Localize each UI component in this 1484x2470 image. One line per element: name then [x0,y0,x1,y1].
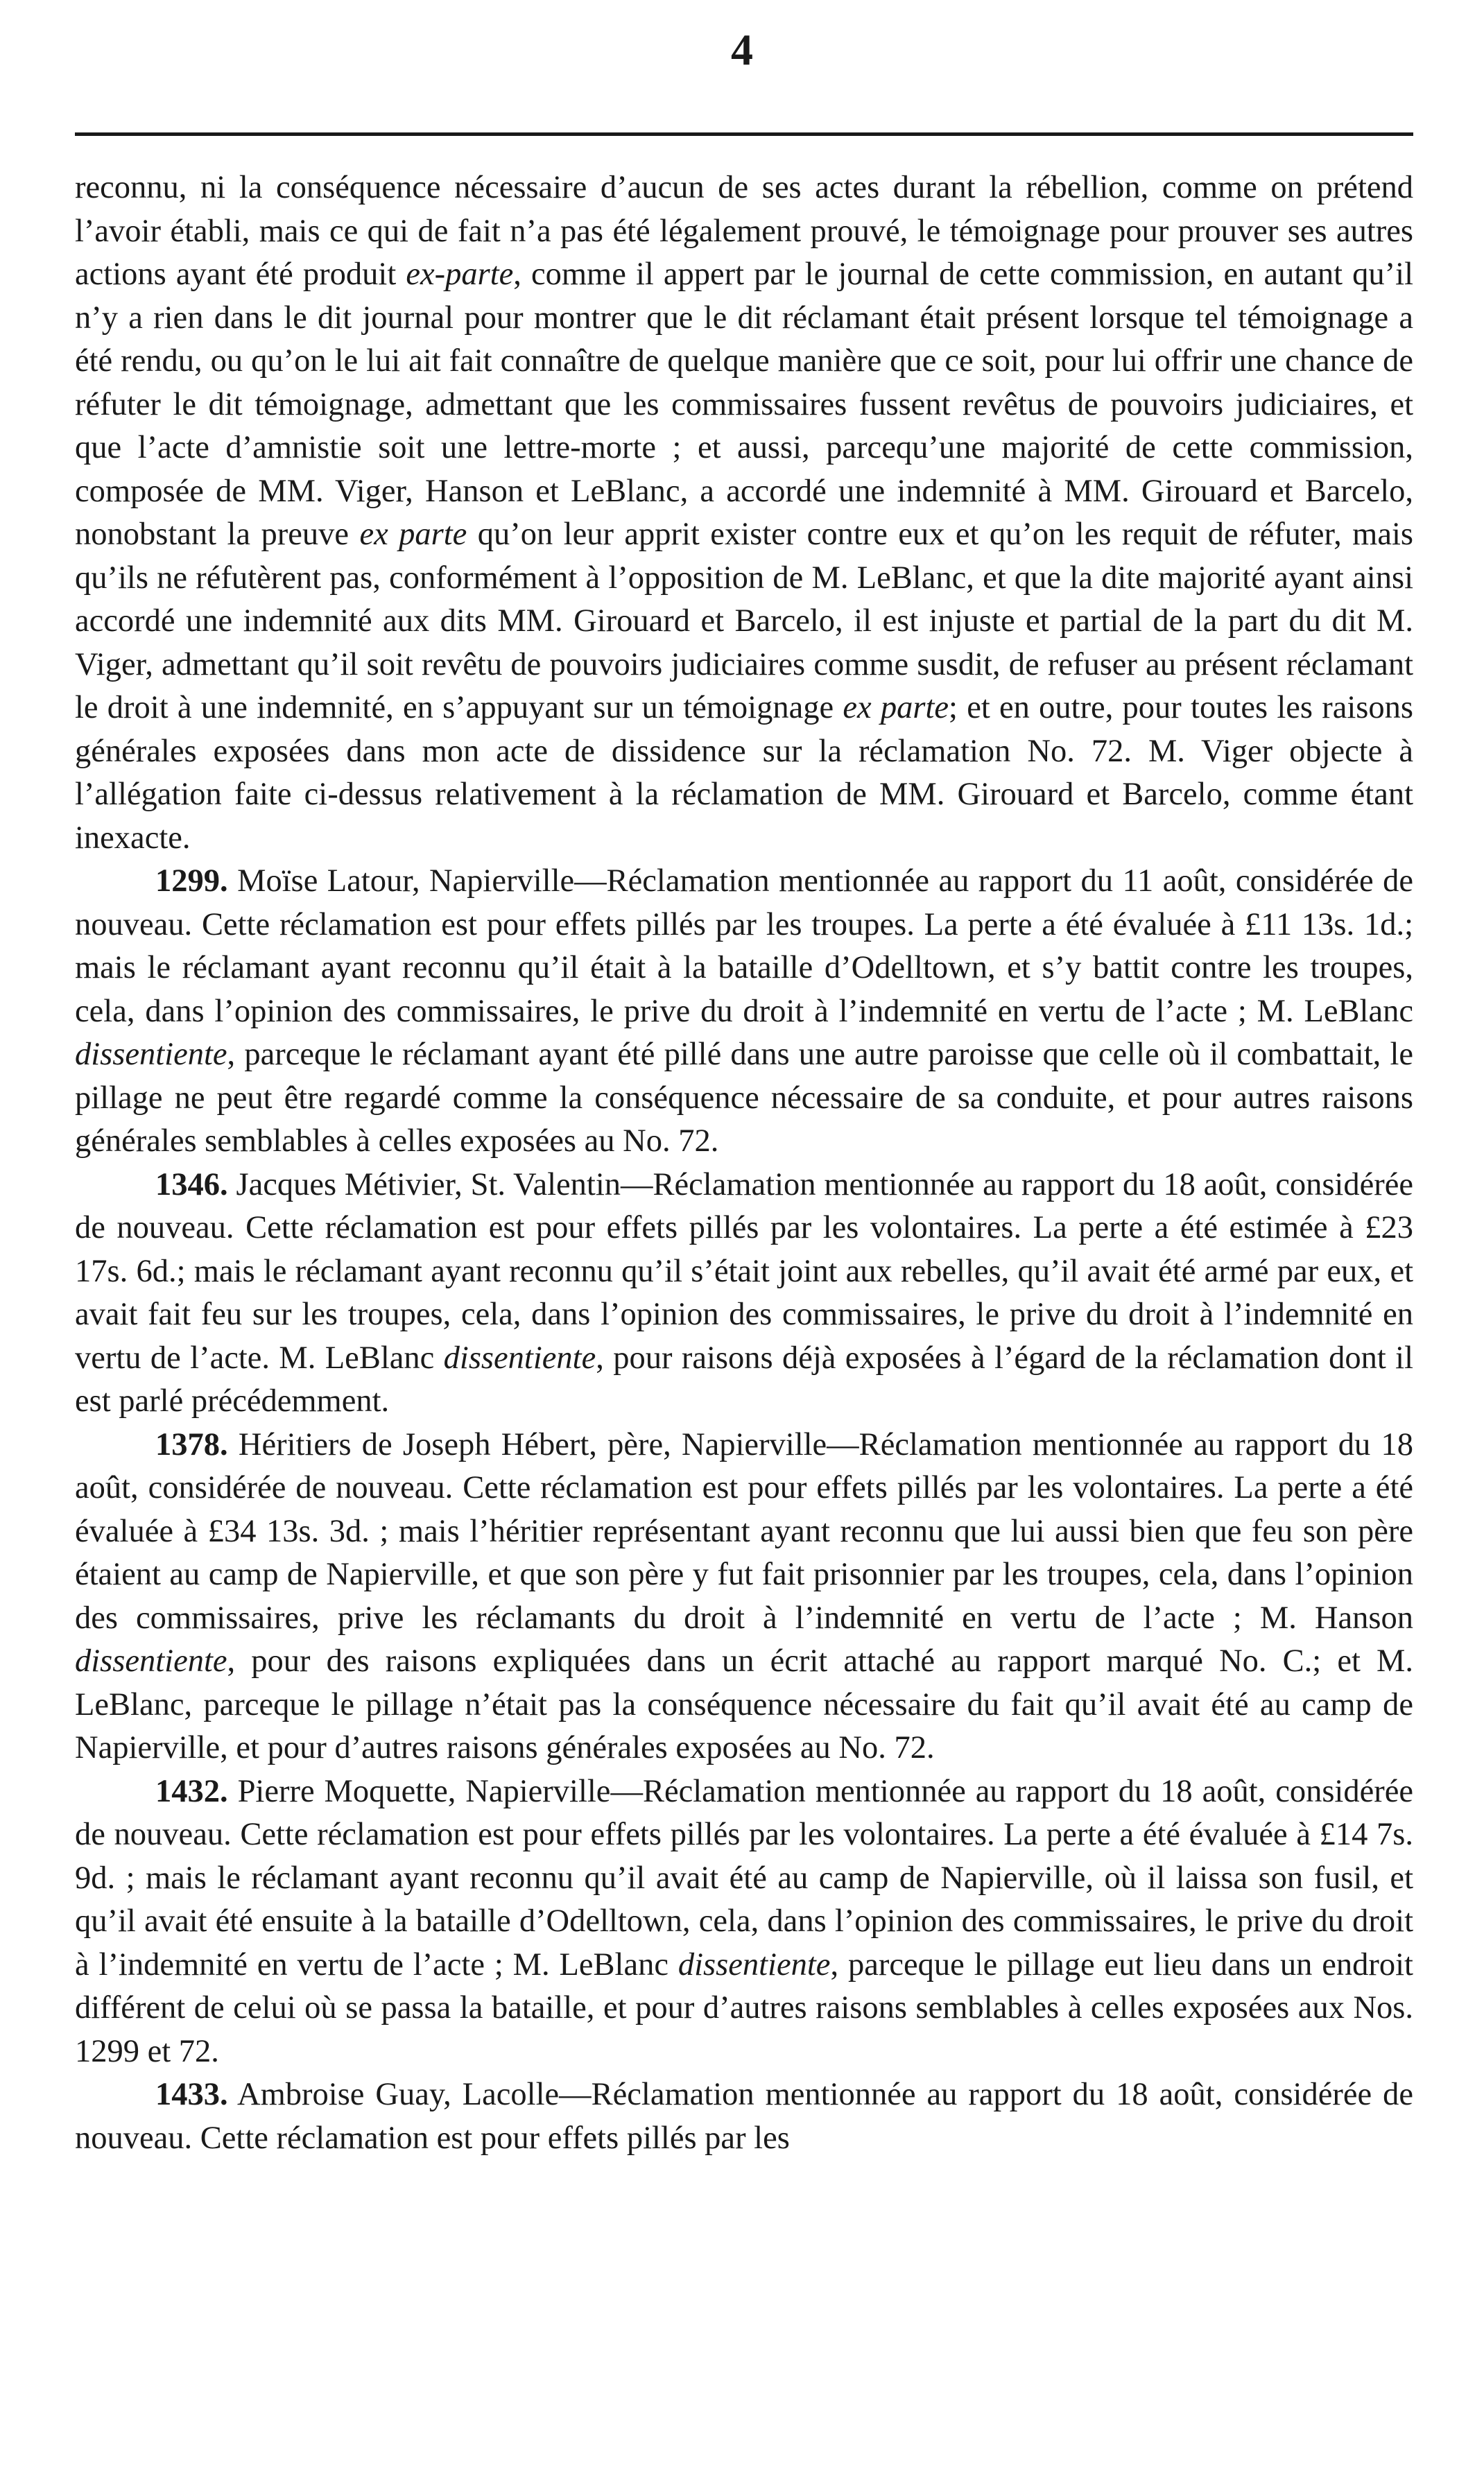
claim-entry-1346: 1346. Jacques Métivier, St. Valentin—Réclamation mentionnée au rapport du 18 août, considérée de nouveau. Cette réclamation est pour effets pillés par les volontaires. La perte a été estimée à £23 17s. 6d.; mais le réclamant ayant reconnu qu’il s’était joint aux rebelles, qu’il avait été armé par eux, et avait fait feu sur les troupes, cela, dans l’opinion des commissaires, le prive du droit à l’indemnité en vertu de l’acte. M. LeBlanc dissentiente, pour raisons déjà exposées à l’égard de la réclamation dont il est parlé précédemment. [75,1166,1413,1419]
header-rule [75,132,1413,136]
body-text [75,166,1413,2160]
claim-entry-1432: 1432. Pierre Moquette, Napierville—Réclamation mentionnée au rapport du 18 août, considérée de nouveau. Cette réclamation est pour effets pillés par les volontaires. La perte a été évaluée à £14 7s. 9d. ; mais le réclamant ayant reconnu qu’il avait été au camp de Napierville, où il laissa son fusil, et qu’il avait été ensuite à la bataille d’Odelltown, cela, dans l’opinion des commissaires, le prive du droit à l’indemnité en vertu de l’acte ; M. LeBlanc dissentiente, parceque le pillage eut lieu dans un endroit différent de celui où se passa la bataille, et pour d’autres raisons semblables à celles exposées aux Nos. 1299 et 72. [75,1773,1414,2069]
claim-entry-1378: 1378. Héritiers de Joseph Hébert, père, Napierville—Réclamation mentionnée au rapport du 18 août, considérée de nouveau. Cette réclamation est pour effets pillés par les volontaires. La perte a été évaluée à £34 13s. 3d. ; mais l’héritier représentant ayant reconnu que lui aussi bien que feu son père étaient au camp de Napierville, et que son père y fut fait prisonnier par les troupes, cela, dans l’opinion des commissaires, prive les réclamants du droit à l’indemnité en vertu de l’acte ; M. Hanson dissentiente, pour des raisons expliquées dans un écrit attaché au rapport marqué No. C.; et M. LeBlanc, parceque le pillage n’était pas la conséquence nécessaire du fait qu’il avait été au camp de Napierville, et pour d’autres raisons générales exposées au No. 72. [75,1426,1413,1765]
claim-number: 1346. [155,1166,228,1202]
page-number: 4 [731,25,753,74]
claim-number: 1432. [155,1773,228,1809]
claim-entry-1433: 1433. Ambroise Guay, Lacolle—Réclamation mentionnée au rapport du 18 août, considérée de nouveau. Cette réclamation est pour effets pillés par les [75,2077,1413,2156]
continuation-paragraph: reconnu, ni la conséquence nécessaire d’aucun de ses actes durant la rébellion, comme on prétend l’avoir établi, mais ce qui de fait n’a pas été légalement prouvé, le témoignage pour prouver ses autres actions ayant été produit ex-parte, comme il appert par le journal de cette commission, en autant qu’il n’y a rien dans le dit journal pour montrer que le dit réclamant était présent lorsque tel témoignage a été rendu, ou qu’on le lui ait fait connaître de quelque manière que ce soit, pour lui offrir une chance de réfuter le dit témoignage, admettant que les commissaires fussent revêtus de pouvoirs judiciaires, et que l’acte d’amnistie soit une lettre-morte ; et aussi, parcequ’une majorité de cette commission, composée de MM. Viger, Hanson et LeBlanc, a accordé une indemnité à MM. Girouard et Barcelo, nonobstant la preuve ex parte qu’on leur apprit exister contre eux et qu’on les requit de réfuter, mais qu’ils ne réfutèrent pas, conformément à l’opposition de M. LeBlanc, et que la dite majorité ayant ainsi accordé une indemnité aux dits MM. Girouard et Barcelo, il est injuste et partial de la part du dit M. Viger, admettant qu’il soit revêtu de pouvoirs judiciaires comme susdit, de refuser au présent réclamant le droit à une indemnité, en s’appuyant sur un témoignage ex parte; et en outre, pour toutes les raisons générales exposées dans mon acte de dissidence sur la réclamation No. 72. M. Viger objecte à l’allégation faite ci-dessus relativement à la réclamation de MM. Girouard et Barcelo, comme étant inexacte. [75,170,1413,856]
claim-number: 1299. [155,863,228,899]
claim-number: 1378. [155,1426,228,1462]
claim-entry-1299: 1299. Moïse Latour, Napierville—Réclamation mentionnée au rapport du 11 août, considérée de nouveau. Cette réclamation est pour effets pillés par les troupes. La perte a été évaluée à £11 13s. 1d.; mais le réclamant ayant reconnu qu’il était à la bataille d’Odelltown, et s’y battit contre les troupes, cela, dans l’opinion des commissaires, le prive du droit à l’indemnité en vertu de l’acte ; M. LeBlanc dissentiente, parceque le réclamant ayant été pillé dans une autre paroisse que celle où il combattait, le pillage ne peut être regardé comme la conséquence nécessaire de sa conduite, et pour autres raisons générales semblables à celles exposées au No. 72. [75,863,1413,1159]
claim-number: 1433. [155,2077,228,2112]
